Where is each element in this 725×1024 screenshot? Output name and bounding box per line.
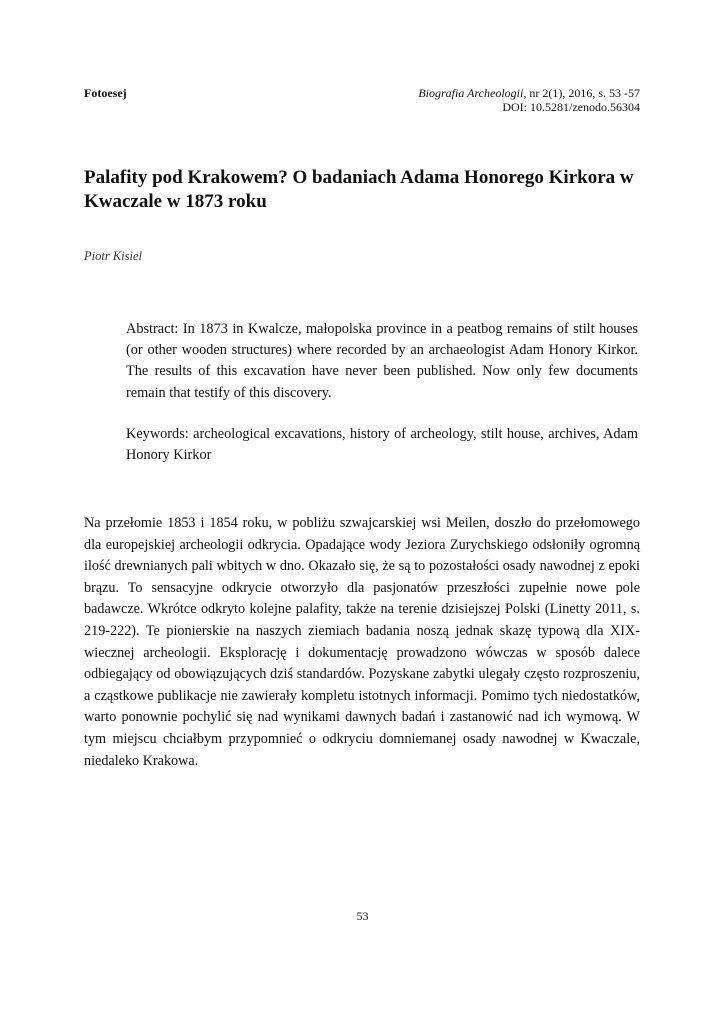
journal-issue: nr 2(1), 2016, s. 53 -57 <box>526 86 640 100</box>
journal-name: Biografia Archeologii, <box>418 86 527 100</box>
abstract: Abstract: In 1873 in Kwalcze, małopolska province in a peatbog remains of stilt houses (or other wooden structures) where recorded by an archaeologist Adam Honory Kirkor. The results of this excavation have never been published. Now only few documents remain that testify of this discovery. <box>126 321 638 401</box>
keywords: Keywords: archeological excavations, history of archeology, stilt house, archives, Adam Honory Kirkor <box>126 426 638 464</box>
doi: DOI: 10.5281/zenodo.56304 <box>502 100 640 114</box>
body-paragraph: Na przełomie 1853 i 1854 roku, w pobliżu szwajcarskiej wsi Meilen, doszło do przełomowego dla europejskiej archeologii odkrycia. Opadające wody Jeziora Zurychskiego odsłoniły ogromną ilość drewnianych pali wbitych w dno. Okazało się, że są to pozostałości osady nawodnej z epoki brązu. To sensacyjne odkrycie otworzyło dla pasjonatów przeszłości zupełnie nowe pole badawcze. Wkrótce odkryto kolejne palafity, także na terenie dzisiejszej Polski (Linetty 2011, s. 219-222). Te pionierskie na naszych ziemiach badania noszą jednak skazę typową dla XIX-wiecznej archeologii. Eksplorację i dokumentację prowadzono wówczas w sposób dalece odbiegający od obowiązujących dziś standardów. Pozyskane zabytki ulegały często rozproszeniu, a cząstkowe publikacje nie zawierały kompletu istotnych informacji. Pomimo tych niedostatków, warto ponownie pochylić się nad wynikami dawnych badań i zastanowić nad ich wymową. W tym miejscu chciałbym przypomnieć o odkryciu domniemanej osady nawodnej w Kwaczale, niedaleko Krakowa. <box>84 515 640 769</box>
section-label: Fotoesej <box>84 86 127 100</box>
page-number: 53 <box>356 909 369 923</box>
journal-citation <box>418 86 640 114</box>
journal-reference <box>418 86 640 100</box>
article-title: Palafity pod Krakowem? O badaniach Adama Honorego Kirkora w Kwaczale w 1873 roku <box>84 167 634 212</box>
author-name: Piotr Kisiel <box>84 249 142 263</box>
